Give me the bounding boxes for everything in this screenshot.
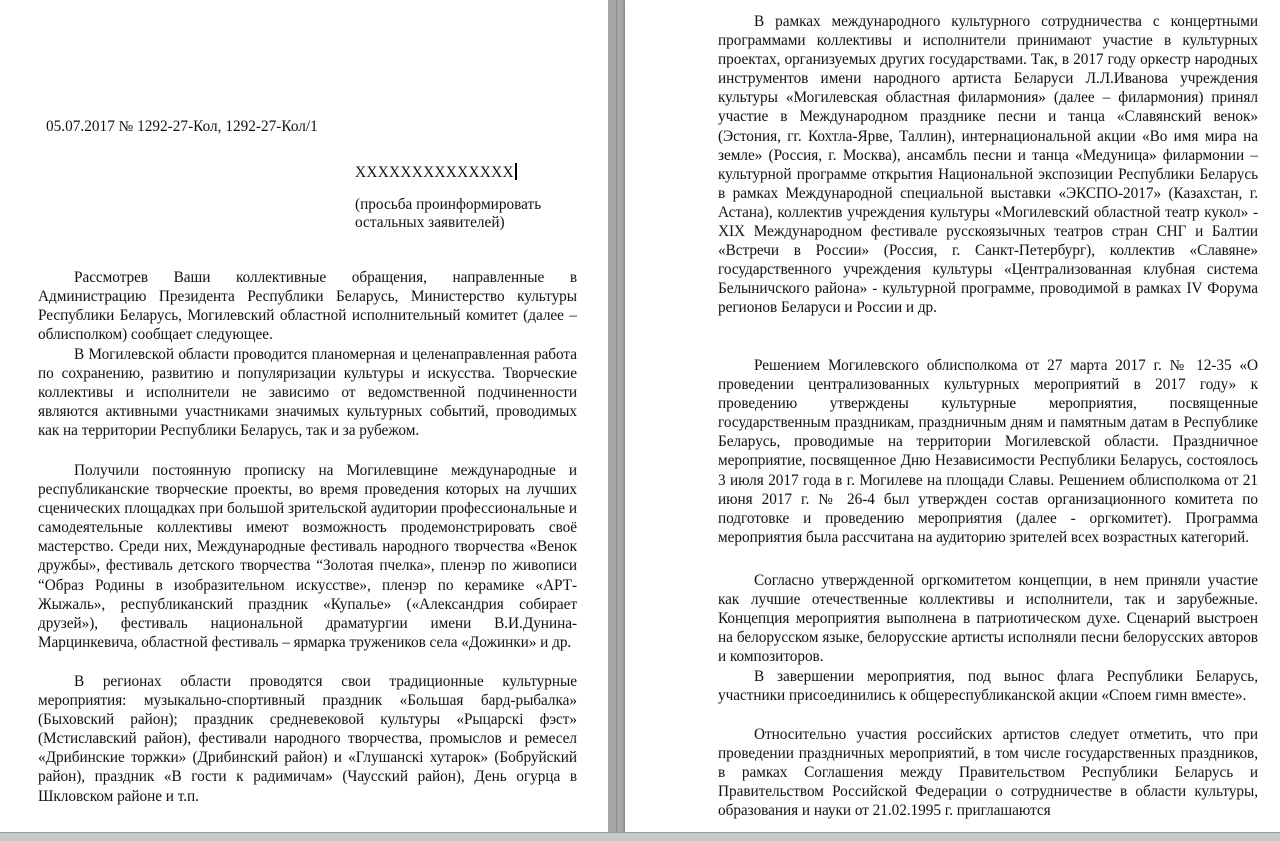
page-separator xyxy=(616,0,617,841)
document-reference: 05.07.2017 № 1292-27-Кол, 1292-27-Кол/1 xyxy=(46,118,318,135)
addressee-note: (просьба проинформировать остальных заявителей) xyxy=(355,196,542,231)
body-paragraph: В регионах области проводятся свои традиционные культурные мероприятия: музыкально-спортивный праздник «Большая бард-рыбалка» (Быховский район); праздник средневековой культуры «Рыцарскi фэст» (Мстиславский район), фестивали народного творчества, промыслов и ремесел «Дрибинские торжки» (Дрибинский район) и «Глушанскi хутарок» (Бобруйский район), праздник «В гости к радимичам» (Чаусский район), День огурца в Шкловском районе и т.п. xyxy=(38,673,577,805)
body-paragraph: В рамках международного культурного сотрудничества с концертными программами коллективы и исполнители принимают участие в культурных проектах, организуемых других государствами. Так, в 2017 году оркестр народных инструментов имени народного артиста Беларуси Л.Л.Иванова учреждения культуры «Могилевская областная филармония» (далее – филармония) принял участие в Международном празднике песни и танца «Славянский венок» (Эстония, гг. Кохтла-Ярве, Таллин), интернациональной акции «Во имя мира на земле» (Россия, г. Москва), ансамбль песни и танца «Медуница» филармонии – культурной программе открытия Национальной экспозиции Республики Беларусь в рамках Международной специальной выставки «ЭКСПО-2017» (Казахстан, г. Астана), коллектив учреждения культуры «Могилевский областной театр кукол» - XIX Международном фестивале русскоязычных театров стран СНГ и Балтии «Встречи в России» (Россия, г. Санкт-Петербург), коллектив «Славяне» государственного учреждения культуры «Централизованная клубная система Белыничского района» - культурной программе, проводимой в рамках IV Форума регионов Беларуси и России и др. xyxy=(718,13,1258,317)
body-paragraph: В завершении мероприятия, под вынос флага Республики Беларусь, участники присоединились к общереспубликанской акции «Споем гимн вместе». xyxy=(718,668,1258,705)
text-cursor xyxy=(515,163,517,180)
addressee[interactable] xyxy=(355,163,517,182)
body-paragraph: Относительно участия российских артистов следует отметить, что при проведении праздничных мероприятий, в том числе государственных праздников, в рамках Соглашения между Правительством Республики Беларусь и Правительством Российской Федерации о сотрудничестве в области культуры, образования и науки от 21.02.1995 г. приглашаются xyxy=(718,726,1258,820)
body-paragraph: Согласно утвержденной оргкомитетом концепции, в нем приняли участие как лучшие отечественные коллективы и исполнители, так и зарубежные. Концепция мероприятия выполнена в патриотическом духе. Сценарий выстроен на белорусском языке, белорусские артисты исполняли песни белорусских авторов и композиторов. xyxy=(718,572,1258,666)
body-paragraph: Получили постоянную прописку на Могилевщине международные и республиканские творческие проекты, во время проведения которых на лучших сценических площадках при большой зрительской аудитории профессиональные и самодеятельные коллективы имеют возможность продемонстрировать своё мастерство. Среди них, Международные фестиваль народного творчества «Венок дружбы», фестиваль детского творчества “Золотая пчелка», пленэр по живописи “Образ Родины в изобразительном искусстве», пленэр по керамике «АРТ-Жыжаль», республиканский праздник «Купалье» («Александрия собирает друзей»), фестиваль национальной драматургии имени В.И.Дунина-Марцинкевича, областной фестиваль – ярмарка тружеников села «Дожинки» и др. xyxy=(38,462,577,651)
body-paragraph: Решением Могилевского облисполкома от 27 марта 2017 г. № 12-35 «О проведении централизованных культурных мероприятий в 2017 году» к проведению утверждены культурные мероприятия, посвященные государственным праздникам, праздничным дням и памятным датам в Республике Беларусь, проводимые на территории Могилевской области. Праздничное мероприятие, посвященное Дню Независимости Республики Беларусь, состоялось 3 июля 2017 года в г. Могилеве на площади Славы. Решением облисполкома от 21 июня 2017 г. № 26-4 был утвержден состав организационного комитета по подготовке и проведению мероприятия (далее - оргкомитет). Программа мероприятия была рассчитана на аудиторию зрителей всех возрастных категорий. xyxy=(718,357,1258,546)
document-page-left xyxy=(0,0,608,841)
addressee-text: XXXXXXXXXXXXXX xyxy=(355,164,514,181)
body-paragraph: Рассмотрев Ваши коллективные обращения, направленные в Администрацию Президента Республики Беларусь, Министерство культуры Республики Беларусь, Могилевский областной исполнительный комитет (далее – облисполком) сообщает следующее. xyxy=(38,269,577,344)
body-paragraph: В Могилевской области проводится планомерная и целенаправленная работа по сохранению, развитию и популяризации культуры и искусства. Творческие коллективы и исполнители не зависимо от ведомственной подчиненности являются активными участниками значимых культурных событий, проводимых как на территории Республики Беларусь, так и за рубежом. xyxy=(38,346,577,440)
horizontal-scrollbar[interactable] xyxy=(0,832,1280,841)
